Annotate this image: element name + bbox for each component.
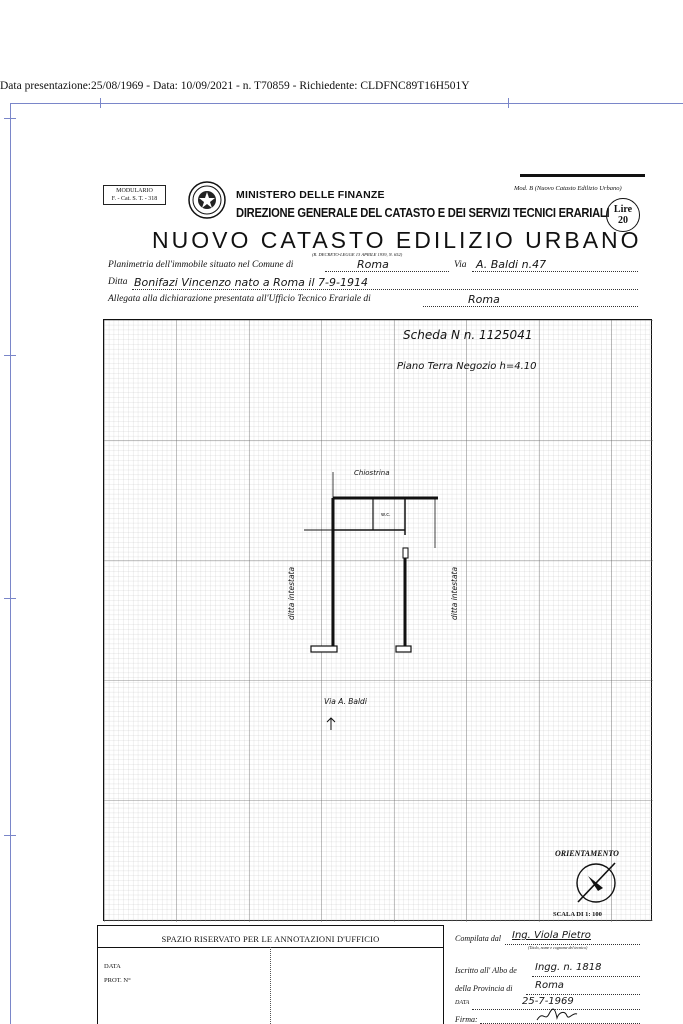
via-value: A. Baldi n.47 bbox=[476, 258, 547, 271]
dotted-line bbox=[132, 289, 638, 290]
dotted-line bbox=[532, 976, 640, 977]
modulario-box bbox=[103, 185, 166, 205]
modulario-label: MODULARIO bbox=[116, 188, 153, 194]
signature-icon bbox=[535, 1006, 580, 1024]
sheet-left-rule bbox=[10, 103, 11, 1024]
dotted-line bbox=[472, 271, 638, 272]
mod-b-note: Mod. B (Nuovo Catasto Edilizio Urbano) bbox=[514, 185, 622, 192]
left-wall-label: ditta intestata bbox=[287, 566, 296, 620]
orientation-label: ORIENTAMENTO bbox=[555, 849, 619, 858]
right-wall-label: ditta intestata bbox=[450, 566, 459, 620]
emblem-icon bbox=[187, 180, 227, 220]
street-label: Via A. Baldi bbox=[324, 697, 367, 706]
firma-label: Firma: bbox=[455, 1015, 478, 1024]
office-date-label: DATA bbox=[104, 963, 121, 970]
dotted-line bbox=[423, 306, 638, 307]
office-label: Allegata alla dichiarazione presentata all'Ufficio Tecnico Erariale di bbox=[108, 294, 371, 304]
albo-label: Iscritto all' Albo de bbox=[455, 966, 517, 975]
scheda-number: Scheda N n. 1125041 bbox=[403, 328, 533, 342]
provincia-label: della Provincia di bbox=[455, 984, 513, 993]
presentation-header: Data presentazione:25/08/1969 - Data: 10/09/2021 - n. T70859 - Richiedente: CLDFNC89T16H501Y bbox=[0, 80, 470, 92]
sheet-tick bbox=[100, 98, 101, 108]
albo-value: Ingg. n. 1818 bbox=[535, 962, 602, 973]
lire-value: 20 bbox=[618, 215, 628, 226]
sheet-tick bbox=[4, 598, 16, 599]
compiled-label: Compilata dal bbox=[455, 934, 502, 943]
decree-note: (R. DECRETO-LEGGE 13 APRILE 1939, N. 652) bbox=[312, 252, 403, 257]
date-value: 25-7-1969 bbox=[522, 996, 574, 1007]
sheet-tick bbox=[4, 835, 16, 836]
via-label: Via bbox=[454, 260, 467, 270]
catasto-title: NUOVO CATASTO EDILIZIO URBANO bbox=[152, 227, 642, 253]
comune-value: Roma bbox=[357, 258, 389, 271]
floor-plan-grid bbox=[103, 319, 652, 921]
header-thick-rule bbox=[520, 174, 645, 177]
provincia-value: Roma bbox=[535, 980, 564, 991]
scale-label: SCALA DI 1: 100 bbox=[553, 911, 602, 918]
compiled-by-value: Ing. Viola Pietro bbox=[512, 930, 591, 941]
floor-plan-drawing bbox=[104, 320, 653, 922]
sheet-tick bbox=[508, 98, 509, 108]
lire-label: Lire bbox=[613, 204, 633, 215]
dotted-line bbox=[325, 271, 449, 272]
office-value: Roma bbox=[468, 293, 500, 306]
office-prot-label: PROT. N° bbox=[104, 977, 131, 984]
dotted-line bbox=[526, 994, 640, 995]
sheet-top-rule bbox=[10, 103, 683, 104]
directorate-title: DIREZIONE GENERALE DEL CATASTO E DEI SERVIZI TECNICI ERARIALI bbox=[236, 205, 610, 220]
floor-label: Piano Terra Negozio h=4.10 bbox=[397, 361, 537, 372]
office-space-title: SPAZIO RISERVATO PER LE ANNOTAZIONI D'UFFICIO bbox=[161, 934, 380, 944]
sheet-tick bbox=[4, 355, 16, 356]
ministry-title: MINISTERO DELLE FINANZE bbox=[236, 189, 385, 201]
office-box-split bbox=[270, 947, 271, 1024]
wc-label: w.c. bbox=[381, 512, 391, 518]
modulario-code: F. - Cat. S. T. - 318 bbox=[111, 196, 158, 202]
ditta-label: Ditta bbox=[108, 277, 128, 287]
comune-label: Planimetria dell'immobile situato nel Comune di bbox=[108, 260, 294, 270]
ditta-value: Bonifazi Vincenzo nato a Roma il 7-9-1914 bbox=[134, 276, 368, 289]
chiostrina-label: Chiostrina bbox=[354, 469, 390, 477]
date-label: DATA bbox=[455, 1000, 470, 1006]
sheet-tick bbox=[4, 118, 16, 119]
compiled-note: (Titolo, nome e cognome del tecnico) bbox=[528, 945, 588, 950]
